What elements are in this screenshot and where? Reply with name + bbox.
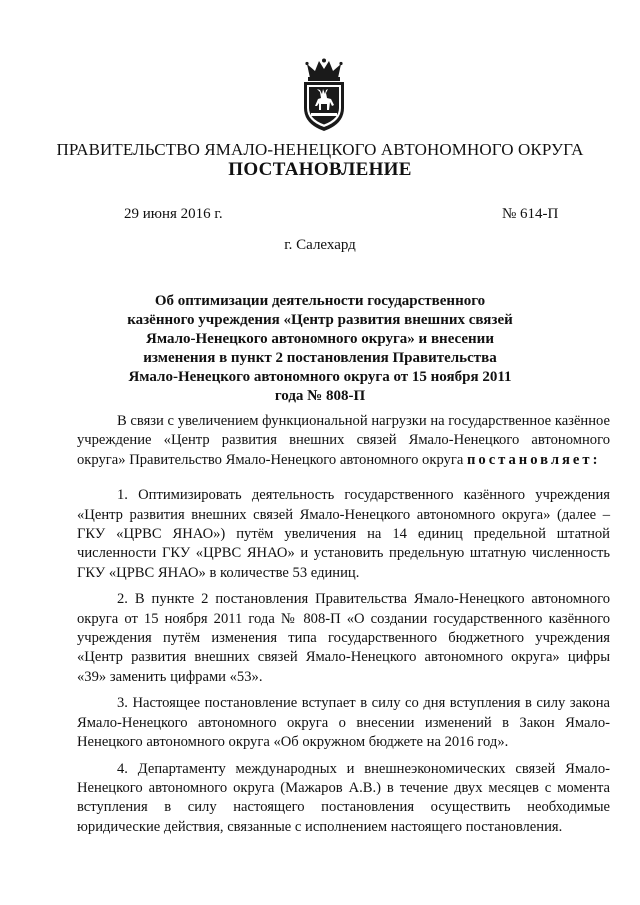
list-item: 3. Настоящее постановление вступает в силу со дня вступления в силу закона Ямало-Ненецкого автономного округа о внесении изменений в Закон Ямало-Ненецкого автономного округа «Об окружном бюджете на 2016 год». xyxy=(77,695,610,751)
resolves-word: постановляет: xyxy=(466,451,601,468)
yamal-coat-of-arms-icon xyxy=(293,58,355,132)
organization-name: ПРАВИТЕЛЬСТВО ЯМАЛО-НЕНЕЦКОГО АВТОНОМНОГО ОКРУГА xyxy=(56,140,584,159)
document-date: 29 июня 2016 г. xyxy=(124,206,223,222)
list-item: 4. Департаменту международных и внешнеэкономических связей Ямало-Ненецкого автономного округа (Мажаров А.В.) в течение двух месяцев с момента вступления в силу настоящего постановления осуществить необходимые юридические действия, связанные с исполнением настоящего постановления. xyxy=(77,760,610,835)
intro-paragraph xyxy=(77,412,610,470)
document-city: г. Салехард xyxy=(284,237,356,253)
document-body xyxy=(77,412,610,844)
list-item: 1. Оптимизировать деятельность государственного казённого учреждения «Центр развития внешних связей Ямало-Ненецкого автономного округа» (далее – ГКУ «ЦРВС ЯНАО») путём увеличения на 14 единиц предельной штатной численности ГКУ «ЦРВС ЯНАО» и установить предельную штатную численность ГКУ «ЦРВС ЯНАО» в количестве 53 единиц. xyxy=(77,487,610,581)
document-type: ПОСТАНОВЛЕНИЕ xyxy=(228,159,412,180)
intro-text: В связи с увеличением функциональной нагрузки на государственное казённое учреждение «Центр развития внешних связей Ямало-Ненецкого автономного округа» Правительство Ямало-Ненецкого автономного округа xyxy=(77,413,610,468)
document-title: Об оптимизации деятельности государственного казённого учреждения «Центр развития внешних связей Ямало-Ненецкого автономного округа» и внесении изменения в пункт 2 постановления Правительства Ямало-Ненецкого автономного округа от 15 ноября 2011 года № 808-П xyxy=(127,293,513,404)
document-number: № 614-П xyxy=(502,206,559,222)
list-item: 2. В пункте 2 постановления Правительства Ямало-Ненецкого автономного округа от 15 ноября 2011 года № 808-П «О создании государственного казённого учреждения путём изменения типа государственного бюджетного учреждения «Центр развития внешних связей Ямало-Ненецкого автономного округа» цифры «39» заменить цифрами «53». xyxy=(77,591,610,685)
